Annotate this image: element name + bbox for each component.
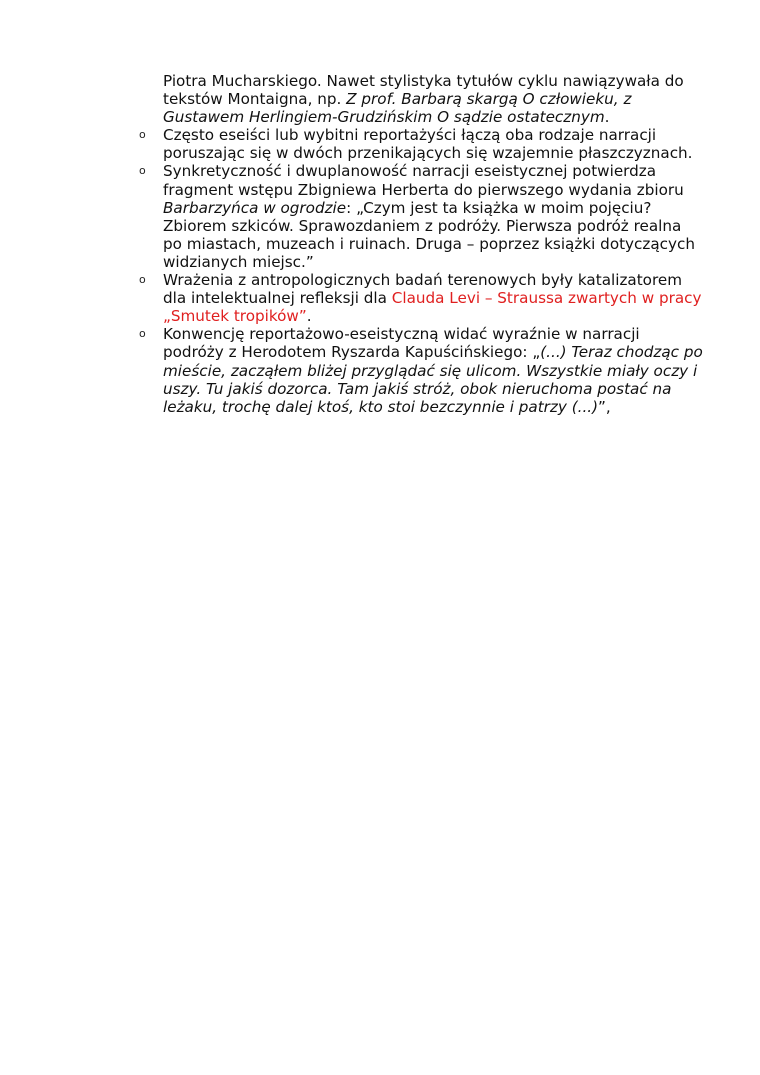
list-item (139, 126, 703, 163)
item-text: Synkretyczność i dwuplanowość narracji eseistycznej potwierdza fragment wstępu Zbigniewa Herberta do pierwszego wydania zbioru (163, 162, 684, 199)
bullet-icon: o (139, 327, 146, 341)
item-text: Wrażenia z antropologicznych badań terenowych były katalizatorem dla intelektualnej refleksji dla (163, 271, 683, 308)
intro-italic-titles: Z prof. Barbarą skargą O człowieku, z Gustawem Herlingiem-Grudzińskim O sądzie ostatecznym (163, 90, 632, 127)
bullet-icon: o (139, 273, 146, 287)
intro-paragraph (163, 72, 703, 126)
item-italic-title: Barbarzyńca w ogrodzie (163, 198, 347, 217)
list-item (139, 271, 703, 326)
item-text: Często eseiści lub wybitni reportażyści łączą oba rodzaje narracji poruszając się w dwóch przenikających się wzajemnie płaszczyznach. (163, 126, 693, 163)
intro-text: Piotra Mucharskiego. Nawet stylistyka tytułów cyklu nawiązywała do tekstów Montaigna, np. (163, 72, 684, 109)
intro-end: . (604, 108, 610, 127)
item-quote: : „Czym jest ta książka w moim pojęciu? Zbiorem szkiców. Sprawozdaniem z podróży. Pierwsza podróż realna po miastach, muzeach i ruinach. Druga – poprzez książki dotyczących widzianych miejsc.” (163, 198, 695, 271)
item-red-highlight: Clauda Levi – Straussa zwartych w pracy „Smutek tropików” (163, 289, 702, 326)
item-italic-quote: (...) Teraz chodząc po mieście, zacząłem bliżej przyglądać się ulicom. Wszystkie miały oczy i uszy. Tu jakiś dozorca. Tam jakiś stróż, obok nieruchoma postać na leżaku, trochę dalej ktoś, kto stoi bezczynnie i patrzy (...) (163, 343, 703, 416)
bullet-icon: o (139, 128, 146, 142)
list-item (139, 162, 703, 271)
item-text: Konwencję reportażowo-eseistyczną widać wyraźnie w narracji podróży z Herodotem Ryszarda Kapuścińskiego: „ (163, 325, 640, 362)
item-end: ”, (598, 397, 611, 416)
text-body (139, 72, 703, 416)
item-end: . (306, 307, 312, 326)
list-item (139, 325, 703, 416)
bullet-icon: o (139, 164, 146, 178)
